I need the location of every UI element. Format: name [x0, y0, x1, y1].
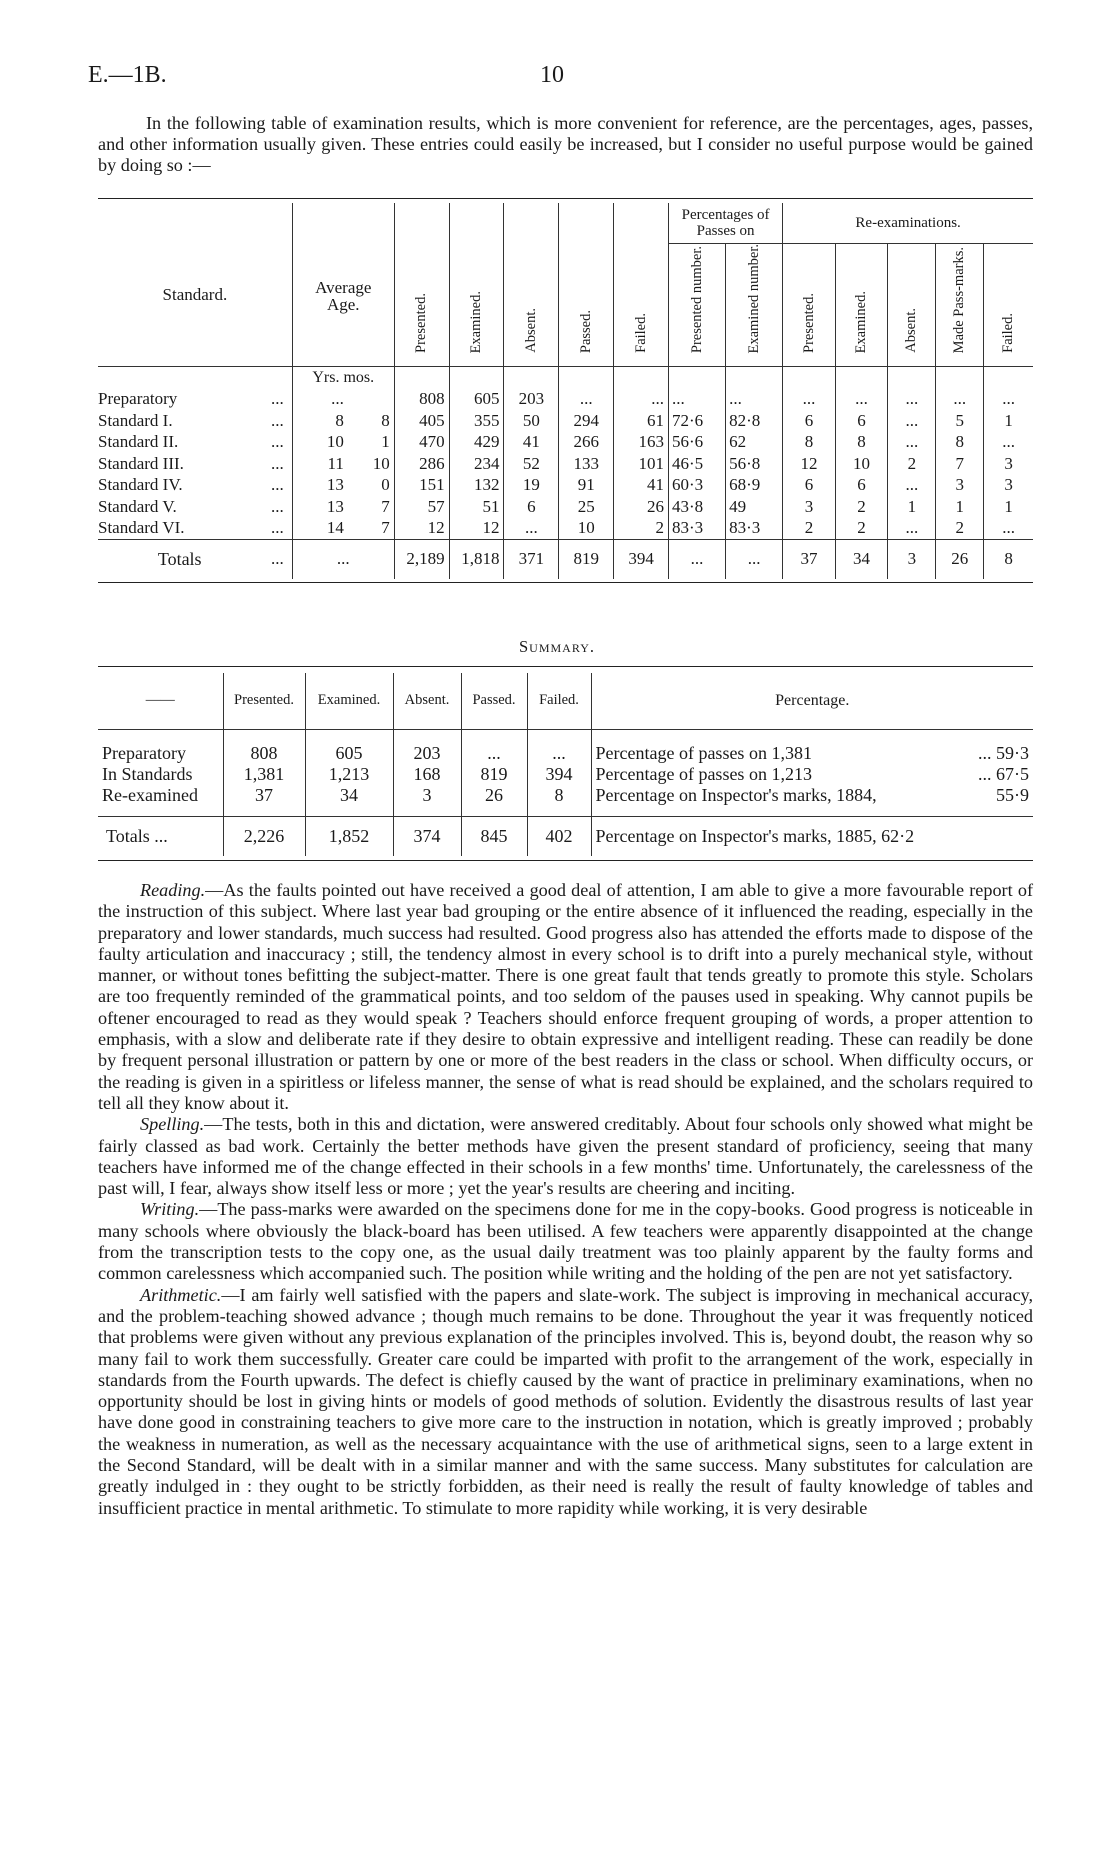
pct-presented-header: Presented number.: [688, 245, 705, 354]
table-row: [98, 389, 1033, 411]
summary-percentage-text: Percentage on Inspector's marks, 1884,: [595, 785, 877, 805]
pct-presented-cell: 72·6: [668, 410, 725, 432]
summary-bottom-rule: [98, 860, 1033, 861]
summary-header-examined: Examined.: [305, 673, 393, 729]
presented-cell: 808: [394, 389, 449, 411]
re-examined-cell: 8: [835, 432, 888, 454]
age-years-cell: 13: [292, 496, 348, 518]
passed-cell: ...: [559, 389, 614, 411]
re-examined-cell: 6: [835, 475, 888, 497]
age-months-cell: 7: [381, 496, 390, 516]
summary-failed-cell: 394: [527, 764, 591, 785]
re-failed-cell: 3: [984, 475, 1033, 497]
average-age-header: Average Age.: [292, 203, 394, 367]
summary-presented-cell: 1,381: [223, 764, 305, 785]
examined-header: Examined.: [468, 290, 485, 354]
failed-cell: 101: [614, 453, 669, 475]
re-presented-cell: 8: [783, 432, 836, 454]
page-number: 10: [540, 62, 564, 88]
dots-cell: ...: [270, 432, 284, 452]
table-row: [98, 410, 1033, 432]
presented-cell: 405: [394, 410, 449, 432]
paragraph-heading: Spelling.: [140, 1114, 205, 1135]
summary-header-absent: Absent.: [393, 673, 461, 729]
summary-failed-cell: 8: [527, 785, 591, 806]
summary-totals-absent: 374: [393, 816, 461, 856]
re-made-cell: 3: [936, 475, 984, 497]
re-absent-cell: ...: [888, 432, 936, 454]
totals-row: [98, 539, 1033, 579]
body-paragraph: [98, 1199, 1033, 1284]
re-made-cell: ...: [936, 389, 984, 411]
failed-cell: 163: [614, 432, 669, 454]
age-months-cell: 1: [381, 432, 390, 452]
summary-totals-pct-value: 62·2: [881, 825, 915, 846]
age-months-cell: 7: [381, 518, 390, 538]
summary-passed-cell: 819: [461, 764, 527, 785]
totals-re-examined: 34: [835, 539, 888, 579]
summary-percentage-value: ... 67·5: [978, 764, 1029, 784]
report-body: [98, 880, 1033, 1519]
failed-header: Failed.: [632, 313, 649, 354]
re-absent-cell: 1: [888, 496, 936, 518]
re-presented-cell: ...: [783, 389, 836, 411]
examined-cell: 355: [449, 410, 504, 432]
re-examined-cell: 2: [835, 496, 888, 518]
re-failed-cell: ...: [984, 389, 1033, 411]
summary-header-presented: Presented.: [223, 673, 305, 729]
failed-cell: ...: [614, 389, 669, 411]
re-made-passmarks-header: Made Pass-marks.: [951, 246, 968, 354]
re-absent-cell: ...: [888, 410, 936, 432]
summary-examined-cell: 1,213: [305, 764, 393, 785]
standard-cell: Standard V.: [98, 496, 177, 516]
body-paragraph: [98, 1285, 1033, 1519]
paragraph-heading: Writing.: [140, 1199, 200, 1220]
passed-cell: 91: [559, 475, 614, 497]
totals-passed: 819: [559, 539, 614, 579]
re-examined-cell: 10: [835, 453, 888, 475]
summary-absent-cell: 168: [393, 764, 461, 785]
re-examined-header: Examined.: [853, 290, 870, 354]
re-presented-cell: 6: [783, 475, 836, 497]
summary-header-passed: Passed.: [461, 673, 527, 729]
summary-totals-passed: 845: [461, 816, 527, 856]
examined-cell: 51: [449, 496, 504, 518]
reexaminations-group-header: Re-examinations.: [783, 203, 1033, 243]
summary-totals-pct-text: Percentage on Inspector's marks, 1885,: [595, 825, 877, 846]
totals-label: Totals: [157, 548, 202, 569]
examined-cell: 234: [449, 453, 504, 475]
totals-absent: 371: [504, 539, 559, 579]
passed-header: Passed.: [577, 309, 594, 354]
summary-presented-cell: 37: [223, 785, 305, 806]
totals-presented: 2,189: [394, 539, 449, 579]
dots-cell: ...: [270, 475, 284, 495]
standard-header: Standard.: [162, 284, 228, 304]
document-reference: E.—1B.: [88, 62, 167, 88]
pct-examined-cell: 62: [726, 432, 783, 454]
presented-cell: 470: [394, 432, 449, 454]
summary-row: [98, 743, 1033, 764]
standard-cell: Standard VI.: [98, 518, 185, 538]
absent-cell: 19: [504, 475, 559, 497]
age-years-cell: 14: [292, 518, 348, 540]
re-failed-cell: 3: [984, 453, 1033, 475]
summary-header-failed: Failed.: [527, 673, 591, 729]
dots-cell: ...: [270, 518, 284, 538]
re-examined-cell: 2: [835, 518, 888, 540]
passed-cell: 133: [559, 453, 614, 475]
re-failed-cell: ...: [984, 432, 1033, 454]
absent-cell: 6: [504, 496, 559, 518]
absent-header: Absent.: [522, 308, 539, 354]
totals-pct-presented: ...: [668, 539, 725, 579]
age-months-cell: 0: [381, 475, 390, 495]
totals-re-failed: 8: [984, 539, 1033, 579]
summary-absent-cell: 203: [393, 743, 461, 764]
re-made-cell: 8: [936, 432, 984, 454]
failed-cell: 2: [614, 518, 669, 540]
paragraph-text: —As the faults pointed out have received a good deal of attention, I am able to give a more favourable report of the instruction of this subject. Where last year bad grouping or the entire absence of it influenced the reading, especially in the preparatory and lower standards, much success had resulted. Good progress also has attended the efforts made to dispose of the faulty articulation and inaccuracy ; still, the tendency almost in every school is to drift into a purely mechanical style, without manner, or without tones befitting the subject-matter. There is one great fault that tends greatly to promote this style. Scholars are too frequently reminded of the grammatical points, and too seldom of the pauses used in speaking. Why cannot pupils be oftener encouraged to read as they would speak ? Teachers should enforce frequent grouping of words, a proper attention to emphasis, with a slow and deliberate rate if they desire to obtain expressive and intelligent reading. These can readily be done by frequent personal illustration or pattern by one or more of the best readers in the class or school. When difficulty occurs, or the reading is given in a spiritless or lifeless manner, the sense of what is read should be explained, and the scholars required to tell all they know about it.: [98, 880, 1033, 1113]
pct-examined-cell: 56·8: [726, 453, 783, 475]
summary-examined-cell: 605: [305, 743, 393, 764]
re-examined-cell: 6: [835, 410, 888, 432]
re-presented-cell: 12: [783, 453, 836, 475]
totals-dots: ...: [270, 549, 284, 569]
re-failed-cell: ...: [984, 518, 1033, 540]
age-years-cell: 11: [292, 453, 348, 475]
pct-examined-header: Examined number.: [745, 243, 762, 354]
summary-label-cell: In Standards: [102, 764, 193, 784]
summary-percentage-text: Percentage of passes on 1,381: [595, 743, 812, 763]
paragraph-heading: Arithmetic.: [140, 1284, 222, 1305]
body-paragraph: [98, 1114, 1033, 1199]
summary-percentage-value: 55·9: [996, 785, 1029, 805]
passed-cell: 10: [559, 518, 614, 540]
re-absent-cell: ...: [888, 518, 936, 540]
re-absent-cell: ...: [888, 475, 936, 497]
summary-percentage-text: Percentage of passes on 1,213: [595, 764, 812, 784]
table-bottom-rule: [98, 582, 1033, 583]
absent-cell: 52: [504, 453, 559, 475]
paragraph-text: —The pass-marks were awarded on the specimens done for me in the copy-books. Good progress is noticeable in many schools where obviously the black-board has been utilised. A few teachers were apparently disappointed at the change from the transcription tests to the copy one, as the usual daily treatment was too plainly apparent by the faulty forms and common carelessness which accompanied such. The position while writing and the holding of the pen are not yet satisfactory.: [98, 1199, 1033, 1284]
pct-presented-cell: 83·3: [668, 518, 725, 540]
standard-cell: Standard III.: [98, 453, 184, 473]
presented-cell: 151: [394, 475, 449, 497]
re-absent-cell: 2: [888, 453, 936, 475]
re-failed-cell: 1: [984, 410, 1033, 432]
paragraph-text: —I am fairly well satisfied with the papers and slate-work. The subject is improving in mechanical accuracy, and the problem-teaching showed advance ; though much remains to be done. Throughout the year it was frequently noticed that problems were given without any previous explanation of the principles involved. This is, beyond doubt, the reason why so many fail to work them successfully. Greater care could be imparted with profit to the arrangement of the work, especially in standards from the Fourth upwards. The defect is chiefly caused by the want of practice in preliminary examinations, when no opportunity should be lost in giving hints or models of good methods of solution. Evidently the disastrous results of last year have done good in constraining teachers to give more care to the instruction in notation, which is greatly improved ; probably the weakness in numeration, as well as the necessary acquaintance with the use of arithmetical signs, seen to a large extent in the Second Standard, will be dealt with in a similar manner and with the same success. Many substitutes for calculation are greatly indulged in : they ought to be strictly forbidden, as their need is really the result of faulty knowledge of tables and insufficient practice in mental arithmetic. To stimulate to more rapidity while working, it is very desirable: [98, 1284, 1033, 1518]
pct-examined-cell: 49: [726, 496, 783, 518]
re-failed-header: Failed.: [1000, 313, 1017, 354]
summary-failed-cell: ...: [527, 743, 591, 764]
table-row: [98, 453, 1033, 475]
totals-pct-examined: ...: [726, 539, 783, 579]
re-presented-cell: 2: [783, 518, 836, 540]
re-examined-cell: ...: [835, 389, 888, 411]
dots-cell: ...: [270, 389, 284, 409]
dots-cell: ...: [270, 410, 284, 430]
age-years-cell: 13: [292, 475, 348, 497]
re-failed-cell: 1: [984, 496, 1033, 518]
standard-cell: Standard IV.: [98, 475, 183, 495]
age-months-cell: 8: [381, 410, 390, 430]
re-made-cell: 5: [936, 410, 984, 432]
summary-table: [98, 673, 1033, 856]
failed-cell: 41: [614, 475, 669, 497]
totals-re-presented: 37: [783, 539, 836, 579]
passed-cell: 25: [559, 496, 614, 518]
absent-cell: 41: [504, 432, 559, 454]
summary-totals-examined: 1,852: [305, 816, 393, 856]
pct-presented-cell: 43·8: [668, 496, 725, 518]
pct-examined-cell: 82·8: [726, 410, 783, 432]
intro-paragraph: In the following table of examination results, which is more convenient for reference, are the percentages, ages, passes, and other information usually given. These entries could easily be increased, but I consider no useful purpose would be gained by doing so :—: [98, 113, 1033, 175]
absent-cell: 203: [504, 389, 559, 411]
examined-cell: 429: [449, 432, 504, 454]
summary-passed-cell: 26: [461, 785, 527, 806]
pct-presented-cell: 56·6: [668, 432, 725, 454]
summary-passed-cell: ...: [461, 743, 527, 764]
table-top-rule: [98, 198, 1033, 199]
summary-totals-percentage: [591, 816, 1033, 856]
failed-cell: 61: [614, 410, 669, 432]
failed-cell: 26: [614, 496, 669, 518]
summary-top-rule: [98, 666, 1033, 667]
presented-header: Presented.: [413, 293, 430, 354]
age-years-cell: 10: [292, 432, 348, 454]
standard-cell: Preparatory: [98, 389, 178, 409]
summary-totals-failed: 402: [527, 816, 591, 856]
examined-cell: 605: [449, 389, 504, 411]
pct-presented-cell: ...: [668, 389, 725, 411]
paragraph-text: —The tests, both in this and dictation, were answered creditably. About four schools only showed what might be fairly classed as bad work. Certainly the better methods have given the present standard of proficiency, seeing that many teachers have informed me of the change effected in their schools in a few months' time. Unfortunately, the carelessness of the past will, I fear, always show itself less or more ; yet the year's results are cheering and inciting.: [98, 1114, 1033, 1199]
summary-row: [98, 785, 1033, 806]
examined-cell: 132: [449, 475, 504, 497]
examination-results-body: [98, 389, 1033, 540]
summary-totals-presented: 2,226: [223, 816, 305, 856]
summary-percentage-value: ... 59·3: [978, 743, 1029, 763]
totals-re-made: 26: [936, 539, 984, 579]
passed-cell: 294: [559, 410, 614, 432]
table-row: [98, 518, 1033, 540]
presented-cell: 57: [394, 496, 449, 518]
totals-examined: 1,818: [449, 539, 504, 579]
table-row: [98, 432, 1033, 454]
re-absent-header: Absent.: [903, 308, 920, 354]
presented-cell: 12: [394, 518, 449, 540]
re-made-cell: 2: [936, 518, 984, 540]
totals-re-absent: 3: [888, 539, 936, 579]
dots-cell: ...: [270, 453, 284, 473]
summary-percentage-cell: [591, 764, 1033, 785]
passed-cell: 266: [559, 432, 614, 454]
totals-failed: 394: [614, 539, 669, 579]
examined-cell: 12: [449, 518, 504, 540]
re-presented-cell: 3: [783, 496, 836, 518]
standard-cell: Standard II.: [98, 432, 179, 452]
summary-examined-cell: 34: [305, 785, 393, 806]
summary-title: Summary.: [519, 637, 595, 656]
percentages-group-header: Percentages of Passes on: [668, 203, 782, 243]
presented-cell: 286: [394, 453, 449, 475]
absent-cell: 50: [504, 410, 559, 432]
re-absent-cell: ...: [888, 389, 936, 411]
re-presented-header: Presented.: [800, 293, 817, 354]
pct-presented-cell: 46·5: [668, 453, 725, 475]
summary-header-blank: ——: [145, 692, 175, 709]
re-made-cell: 1: [936, 496, 984, 518]
age-years-cell: ...: [292, 389, 348, 411]
body-paragraph: [98, 880, 1033, 1114]
summary-absent-cell: 3: [393, 785, 461, 806]
summary-percentage-cell: [591, 743, 1033, 764]
totals-age: ...: [292, 539, 394, 579]
summary-totals-row: [98, 816, 1033, 856]
age-units-label: Yrs. mos.: [292, 367, 394, 389]
summary-percentage-cell: [591, 785, 1033, 806]
summary-presented-cell: 808: [223, 743, 305, 764]
summary-totals-label: Totals ...: [106, 825, 168, 846]
age-years-cell: 8: [292, 410, 348, 432]
summary-header-percentage: Percentage.: [591, 673, 1033, 729]
pct-examined-cell: ...: [726, 389, 783, 411]
summary-label-cell: Preparatory: [102, 743, 186, 763]
age-months-cell: [348, 389, 394, 411]
summary-body: [98, 743, 1033, 806]
re-presented-cell: 6: [783, 410, 836, 432]
pct-presented-cell: 60·3: [668, 475, 725, 497]
re-made-cell: 7: [936, 453, 984, 475]
table-row: [98, 496, 1033, 518]
table-row: [98, 475, 1033, 497]
summary-row: [98, 764, 1033, 785]
standard-cell: Standard I.: [98, 410, 173, 430]
age-months-cell: 10: [372, 453, 390, 473]
examination-results-table: [98, 203, 1033, 579]
paragraph-heading: Reading.: [140, 880, 206, 900]
absent-cell: ...: [504, 518, 559, 540]
pct-examined-cell: 83·3: [726, 518, 783, 540]
summary-label-cell: Re-examined: [102, 785, 198, 805]
dots-cell: ...: [270, 496, 284, 516]
pct-examined-cell: 68·9: [726, 475, 783, 497]
